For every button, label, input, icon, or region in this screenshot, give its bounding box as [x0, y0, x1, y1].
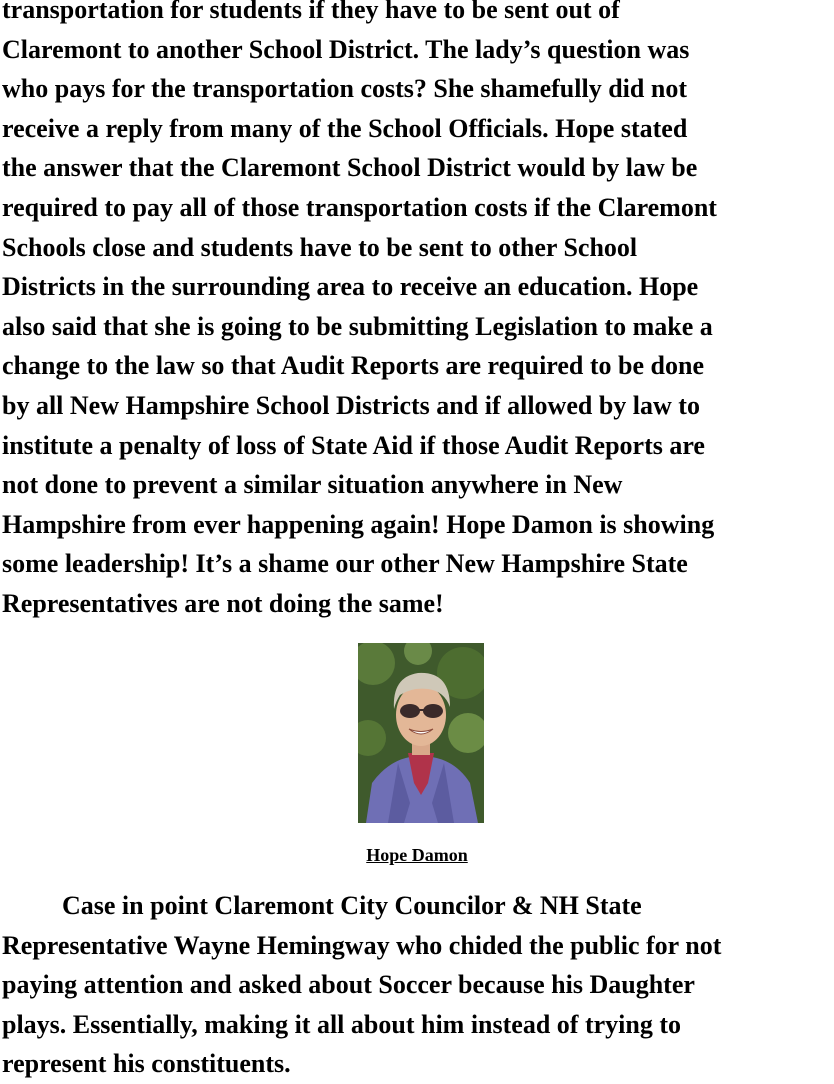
text-line: receive a reply from many of the School Officials. Hope stated — [2, 113, 688, 143]
text-line: who pays for the transportation costs? She shamefully did not — [2, 74, 687, 104]
text-line: Districts in the surrounding area to receive an education. Hope — [2, 272, 699, 302]
text-line: Case in point Claremont City Councilor & NH State — [62, 891, 642, 920]
portrait-photo — [358, 643, 484, 823]
text-line: Claremont to another School District. The lady’s question was — [2, 34, 690, 64]
text-line: paying attention and asked about Soccer because his Daughter — [2, 970, 695, 1000]
text-line: Hampshire from ever happening again! Hope Damon is showing — [2, 509, 715, 539]
text-line: the answer that the Claremont School District would by law be — [2, 153, 698, 183]
text-line: plays. Essentially, making it all about him instead of trying to — [2, 1009, 681, 1039]
text-line: institute a penalty of loss of State Aid if those Audit Reports are — [2, 430, 705, 460]
text-line: change to the law so that Audit Reports are required to be done — [2, 351, 704, 381]
text-line: by all New Hampshire School Districts and if allowed by law to — [2, 390, 700, 420]
text-line: Representative Wayne Hemingway who chided the public for not — [2, 930, 722, 960]
text-line: represent his constituents. — [2, 1049, 291, 1079]
text-line: also said that she is going to be submitting Legislation to make a — [2, 311, 713, 341]
text-line: some leadership! It’s a shame our other New Hampshire State — [2, 549, 688, 579]
text-line: required to pay all of those transportation costs if the Claremont — [2, 192, 717, 222]
paragraph-bottom — [2, 886, 834, 1084]
text-line: Schools close and students have to be sent to other School — [2, 232, 638, 262]
text-line: transportation for students if they have to be sent out of — [2, 0, 620, 24]
text-line: Representatives are not doing the same! — [2, 588, 444, 618]
paragraph-top — [2, 0, 834, 624]
photo-caption: Hope Damon — [366, 845, 468, 865]
text-line: not done to prevent a similar situation anywhere in New — [2, 470, 623, 500]
